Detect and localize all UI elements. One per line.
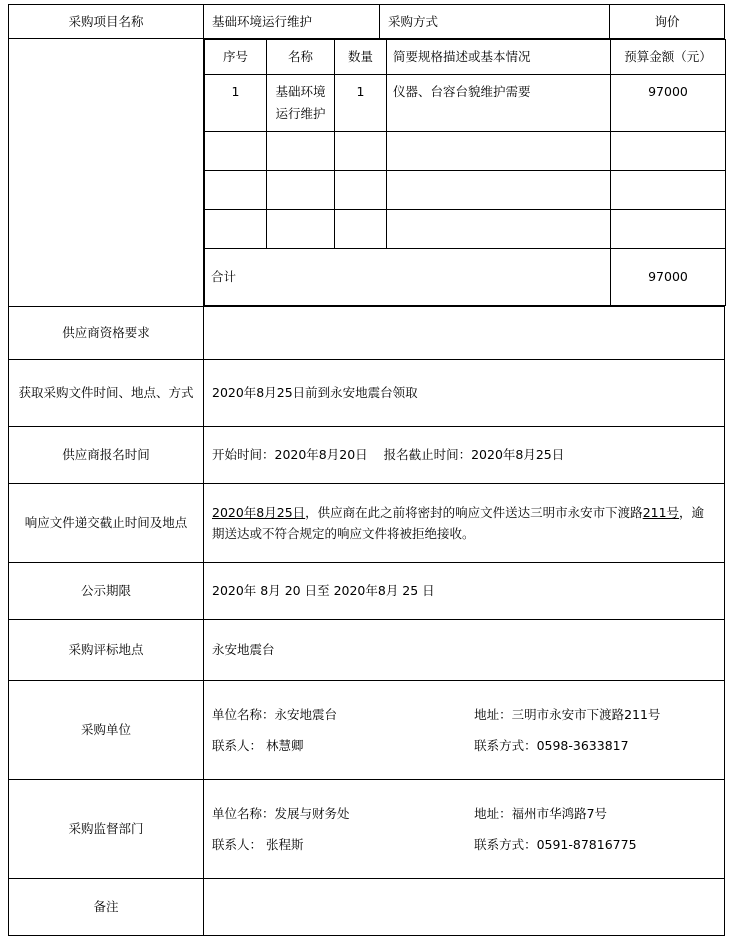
supervisor-phone: 联系方式：0591-87816775 — [474, 836, 637, 852]
item-name: 基础环境运行维护 — [267, 75, 335, 132]
registration-value — [204, 426, 725, 483]
supervisor-unit: 单位名称：发展与财务处 — [212, 805, 350, 821]
table-row — [205, 75, 726, 132]
supervisor-label: 采购监督部门 — [9, 779, 204, 878]
table-row-empty — [205, 170, 726, 209]
doc-obtain-value: 2020年8月25日前到永安地震台领取 — [204, 359, 725, 426]
submit-deadline-date: 2020年8月25日 — [212, 504, 306, 520]
supervisor-line-2 — [212, 834, 716, 855]
items-header-row — [205, 40, 726, 75]
remark-label: 备注 — [9, 878, 204, 935]
item-qty: 1 — [335, 75, 387, 132]
item-qty-empty — [335, 209, 387, 248]
table-row-items — [9, 39, 725, 307]
item-qty-empty — [335, 170, 387, 209]
items-col-name: 名称 — [267, 40, 335, 75]
purchaser-unit: 单位名称：永安地震台 — [212, 706, 338, 722]
submit-text-1: ，供应商在此之前将密封的响应文件送达三明市永安市下渡路 — [305, 504, 643, 520]
table-row-registration — [9, 426, 725, 483]
submit-label: 响应文件递交截止时间及地点 — [9, 483, 204, 562]
purchaser-contact: 联系人： 林慧卿 — [212, 737, 304, 753]
publicity-value: 2020年 8月 20 日至 2020年8月 25 日 — [204, 562, 725, 619]
items-col-desc: 简要规格描述或基本情况 — [387, 40, 611, 75]
submit-address-no: 211号 — [642, 504, 680, 520]
table-row-project-name — [9, 5, 725, 39]
qualification-label: 供应商资格要求 — [9, 306, 204, 359]
table-row-evaluation — [9, 619, 725, 680]
table-row-empty — [205, 131, 726, 170]
item-desc: 仪器、台容台貌维护需要 — [387, 75, 611, 132]
purchaser-info — [204, 680, 725, 779]
items-col-amount: 预算金额（元） — [611, 40, 726, 75]
evaluation-value: 永安地震台 — [204, 619, 725, 680]
purchaser-line-2 — [212, 735, 716, 756]
purchaser-label: 采购单位 — [9, 680, 204, 779]
publicity-label: 公示期限 — [9, 562, 204, 619]
items-col-qty: 数量 — [335, 40, 387, 75]
purchaser-phone: 联系方式：0598-3633817 — [474, 737, 629, 753]
item-amount-empty — [611, 170, 726, 209]
item-amount: 97000 — [611, 75, 726, 132]
item-no-empty — [205, 131, 267, 170]
purchase-method-value: 询价 — [610, 5, 725, 39]
total-label: 合计 — [205, 248, 611, 305]
item-desc-empty — [387, 209, 611, 248]
item-no: 1 — [205, 75, 267, 132]
registration-spacer — [372, 447, 380, 462]
item-desc-empty — [387, 170, 611, 209]
item-desc-empty — [387, 131, 611, 170]
registration-end: 报名截止时间：2020年8月25日 — [383, 447, 565, 463]
table-row-purchaser — [9, 680, 725, 779]
supervisor-gap — [212, 824, 716, 834]
purchase-method-label: 采购方式 — [380, 5, 610, 39]
supervisor-address: 地址：福州市华鸿路7号 — [474, 805, 608, 821]
supervisor-info — [204, 779, 725, 878]
qualification-value — [204, 306, 725, 359]
purchaser-gap — [212, 725, 716, 735]
items-side-blank — [9, 39, 204, 307]
procurement-table — [8, 4, 725, 936]
registration-start: 开始时间：2020年8月20日 — [212, 447, 368, 463]
item-no-empty — [205, 170, 267, 209]
supervisor-line-1 — [212, 803, 716, 824]
table-row-publicity — [9, 562, 725, 619]
item-name-empty — [267, 209, 335, 248]
submit-text-2: ，逾期送达或不符合规定的响应文件将被拒绝接收。 — [212, 504, 705, 541]
table-row-empty — [205, 209, 726, 248]
table-row-qualification — [9, 306, 725, 359]
item-qty-empty — [335, 131, 387, 170]
doc-obtain-label: 获取采购文件时间、地点、方式 — [9, 359, 204, 426]
purchaser-line-1 — [212, 704, 716, 725]
project-name-value: 基础环境运行维护 — [204, 5, 380, 39]
item-name-empty — [267, 131, 335, 170]
purchaser-address: 地址：三明市永安市下渡路211号 — [474, 706, 661, 722]
project-name-label: 采购项目名称 — [9, 5, 204, 39]
items-table-container — [204, 39, 725, 307]
item-no-empty — [205, 209, 267, 248]
item-amount-empty — [611, 209, 726, 248]
table-row-supervisor — [9, 779, 725, 878]
table-row-submit — [9, 483, 725, 562]
registration-label: 供应商报名时间 — [9, 426, 204, 483]
items-col-no: 序号 — [205, 40, 267, 75]
total-amount: 97000 — [611, 248, 726, 305]
items-table — [204, 39, 726, 306]
supervisor-contact: 联系人： 张程斯 — [212, 836, 304, 852]
item-name-empty — [267, 170, 335, 209]
items-total-row — [205, 248, 726, 305]
table-row-doc-obtain — [9, 359, 725, 426]
submit-value — [204, 483, 725, 562]
remark-value — [204, 878, 725, 935]
table-row-remark — [9, 878, 725, 935]
item-amount-empty — [611, 131, 726, 170]
evaluation-label: 采购评标地点 — [9, 619, 204, 680]
